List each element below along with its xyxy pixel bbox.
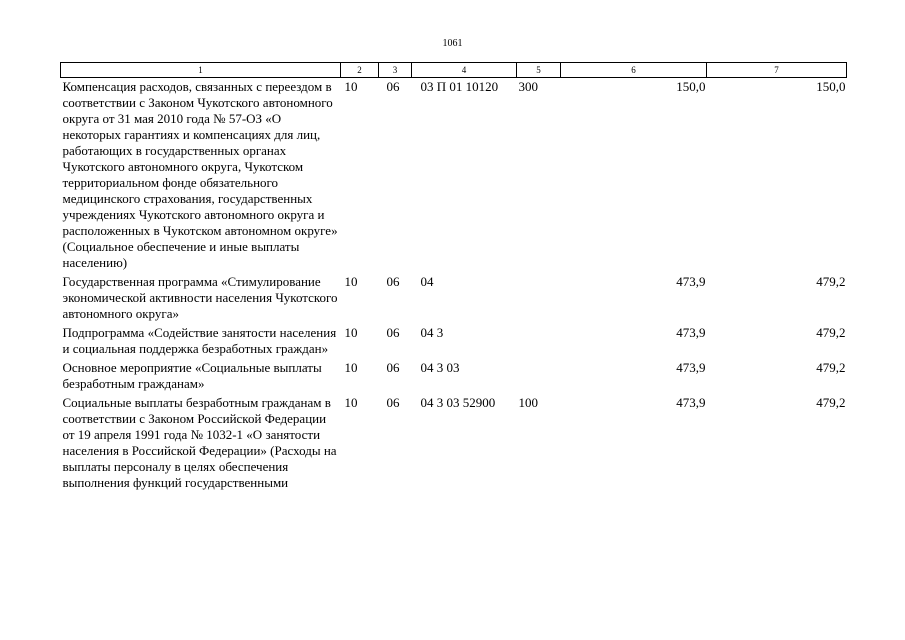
- column-header-5: 5: [517, 63, 561, 78]
- row-subsection: 06: [386, 395, 400, 410]
- table-row: [61, 394, 847, 493]
- row-subsection: 06: [386, 79, 400, 94]
- row-subsection: 06: [386, 360, 400, 375]
- table-row: [61, 359, 847, 394]
- column-header-1: 1: [61, 63, 341, 78]
- row-section: 10: [344, 325, 358, 340]
- row-target-article: 04 3 03 52900: [420, 395, 496, 410]
- row-amount-col7: 479,2: [816, 360, 846, 375]
- row-subsection: 06: [386, 325, 400, 340]
- row-expense-type: 300: [518, 79, 538, 94]
- row-amount-col7: 479,2: [816, 395, 846, 410]
- row-amount-col6: 473,9: [676, 360, 706, 375]
- row-description: Социальные выплаты безработным гражданам в соответствии с Законом Российской Федерации от 19 апреля 1991 года № 1032-1 «О занятости населения в Российской Федерации» (Расходы на выплаты персоналу в целях обеспечения выполнения функций государственными: [62, 395, 337, 490]
- row-amount-col7: 479,2: [816, 274, 846, 289]
- row-expense-type: [517, 359, 561, 394]
- row-amount-col6: 473,9: [676, 274, 706, 289]
- column-header-7: 7: [707, 63, 847, 78]
- table-row: [61, 78, 847, 274]
- row-target-article: 04 3 03: [420, 360, 460, 375]
- row-expense-type: [517, 324, 561, 359]
- row-description: Государственная программа «Стимулирование экономической активности населения Чукотского автономного округа»: [62, 274, 338, 321]
- row-target-article: 04 3: [420, 325, 444, 340]
- row-target-article: 03 П 01 10120: [420, 79, 499, 94]
- budget-table: [60, 62, 847, 493]
- column-header-3: 3: [379, 63, 412, 78]
- row-amount-col7: 150,0: [816, 79, 846, 94]
- table-row: [61, 273, 847, 324]
- column-header-4: 4: [412, 63, 517, 78]
- row-section: 10: [344, 395, 358, 410]
- row-amount-col7: 479,2: [816, 325, 846, 340]
- row-expense-type: [517, 273, 561, 324]
- row-subsection: 06: [386, 274, 400, 289]
- row-amount-col6: 473,9: [676, 395, 706, 410]
- row-description: Основное мероприятие «Социальные выплаты безработным гражданам»: [62, 360, 322, 391]
- row-amount-col6: 473,9: [676, 325, 706, 340]
- row-section: 10: [344, 360, 358, 375]
- table-row: [61, 324, 847, 359]
- column-header-6: 6: [561, 63, 707, 78]
- row-amount-col6: 150,0: [676, 79, 706, 94]
- page-number: 1061: [442, 38, 463, 49]
- row-expense-type: 100: [518, 395, 538, 410]
- row-target-article: 04: [420, 274, 434, 289]
- row-description: Подпрограмма «Содействие занятости населения и социальная поддержка безработных граждан»: [62, 325, 337, 356]
- row-section: 10: [344, 79, 358, 94]
- row-description: Компенсация расходов, связанных с переездом в соответствии с Законом Чукотского автономного округа от 31 мая 2010 года № 57-ОЗ «О некоторых гарантиях и компенсациях для лиц, работающих в государственных органах Чукотского автономного округа, Чукотском территориальном фонде обязательного медицинского страхования, государственных учреждениях Чукотского автономного округа и расположенных в Чукотском автономном округе» (Социальное обеспечение и иные выплаты населению): [62, 79, 338, 270]
- row-section: 10: [344, 274, 358, 289]
- column-header-row: [61, 63, 847, 78]
- column-header-2: 2: [341, 63, 379, 78]
